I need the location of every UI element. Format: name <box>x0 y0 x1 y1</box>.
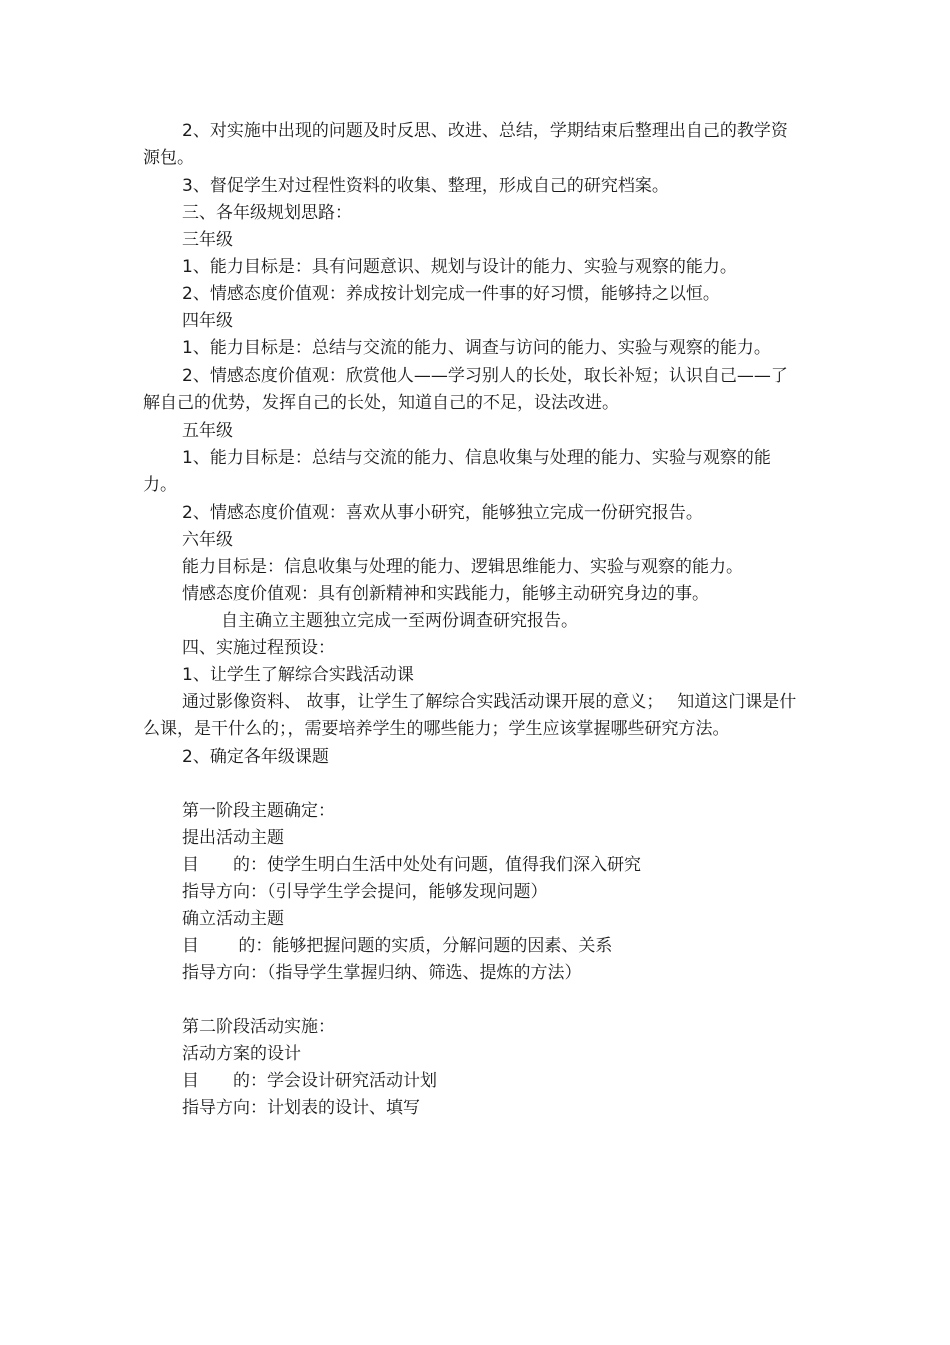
stage-heading: 第一阶段主题确定： <box>182 801 335 821</box>
paragraph: 1、能力目标是：具有问题意识、规划与设计的能力、实验与观察的能力。 <box>182 257 737 277</box>
blank-line <box>143 987 803 1014</box>
grade-heading: 三年级 <box>182 230 233 250</box>
blank-line <box>143 771 803 798</box>
paragraph: 目 的：学会设计研究活动计划 <box>182 1071 437 1091</box>
section-heading: 三、各年级规划思路： <box>182 203 352 223</box>
paragraph: 指导方向：计划表的设计、填写 <box>182 1098 420 1118</box>
paragraph: 2、对实施中出现的问题及时反思、改进、总结，学期结束后整理出自己的教学资源包。 <box>143 121 788 168</box>
paragraph: 1、能力目标是：总结与交流的能力、信息收集与处理的能力、实验与观察的能力。 <box>143 448 771 495</box>
paragraph: 自主确立主题独立完成一至两份调查研究报告。 <box>221 611 578 631</box>
paragraph: 3、督促学生对过程性资料的收集、整理，形成自己的研究档案。 <box>182 176 669 196</box>
grade-heading: 六年级 <box>182 530 233 550</box>
paragraph: 确立活动主题 <box>182 909 284 929</box>
paragraph: 指导方向：（引导学生学会提问，能够发现问题） <box>182 882 548 902</box>
grade-heading: 四年级 <box>182 311 233 331</box>
section-heading: 四、实施过程预设： <box>182 638 335 658</box>
paragraph: 2、情感态度价值观：欣赏他人——学习别人的长处，取长补短；认识自己——了解自己的优势，发挥自己的长处，知道自己的不足，设法改进。 <box>143 366 788 413</box>
paragraph: 2、情感态度价值观：喜欢从事小研究，能够独立完成一份研究报告。 <box>182 503 703 523</box>
paragraph: 2、情感态度价值观：养成按计划完成一件事的好习惯，能够持之以恒。 <box>182 284 720 304</box>
subsection-heading: 1、让学生了解综合实践活动课 <box>182 665 414 685</box>
stage-heading: 第二阶段活动实施： <box>182 1017 335 1037</box>
paragraph: 目 的：能够把握问题的实质，分解问题的因素、关系 <box>182 936 613 956</box>
paragraph: 目 的：使学生明白生活中处处有问题，值得我们深入研究 <box>182 855 641 875</box>
paragraph: 能力目标是：信息收集与处理的能力、逻辑思维能力、实验与观察的能力。 <box>182 557 743 577</box>
paragraph: 指导方向：（指导学生掌握归纳、筛选、提炼的方法） <box>182 963 582 983</box>
paragraph: 活动方案的设计 <box>182 1044 301 1064</box>
document-body <box>143 118 803 1122</box>
paragraph: 通过影像资料、 故事，让学生了解综合实践活动课开展的意义； 知道这门课是什么课，是干什么的；，需要培养学生的哪些能力；学生应该掌握哪些研究方法。 <box>143 692 797 739</box>
subsection-heading: 2、确定各年级课题 <box>182 747 329 767</box>
grade-heading: 五年级 <box>182 421 233 441</box>
paragraph: 1、能力目标是：总结与交流的能力、调查与访问的能力、实验与观察的能力。 <box>182 338 771 358</box>
paragraph: 提出活动主题 <box>182 828 284 848</box>
paragraph: 情感态度价值观：具有创新精神和实践能力，能够主动研究身边的事。 <box>182 584 709 604</box>
